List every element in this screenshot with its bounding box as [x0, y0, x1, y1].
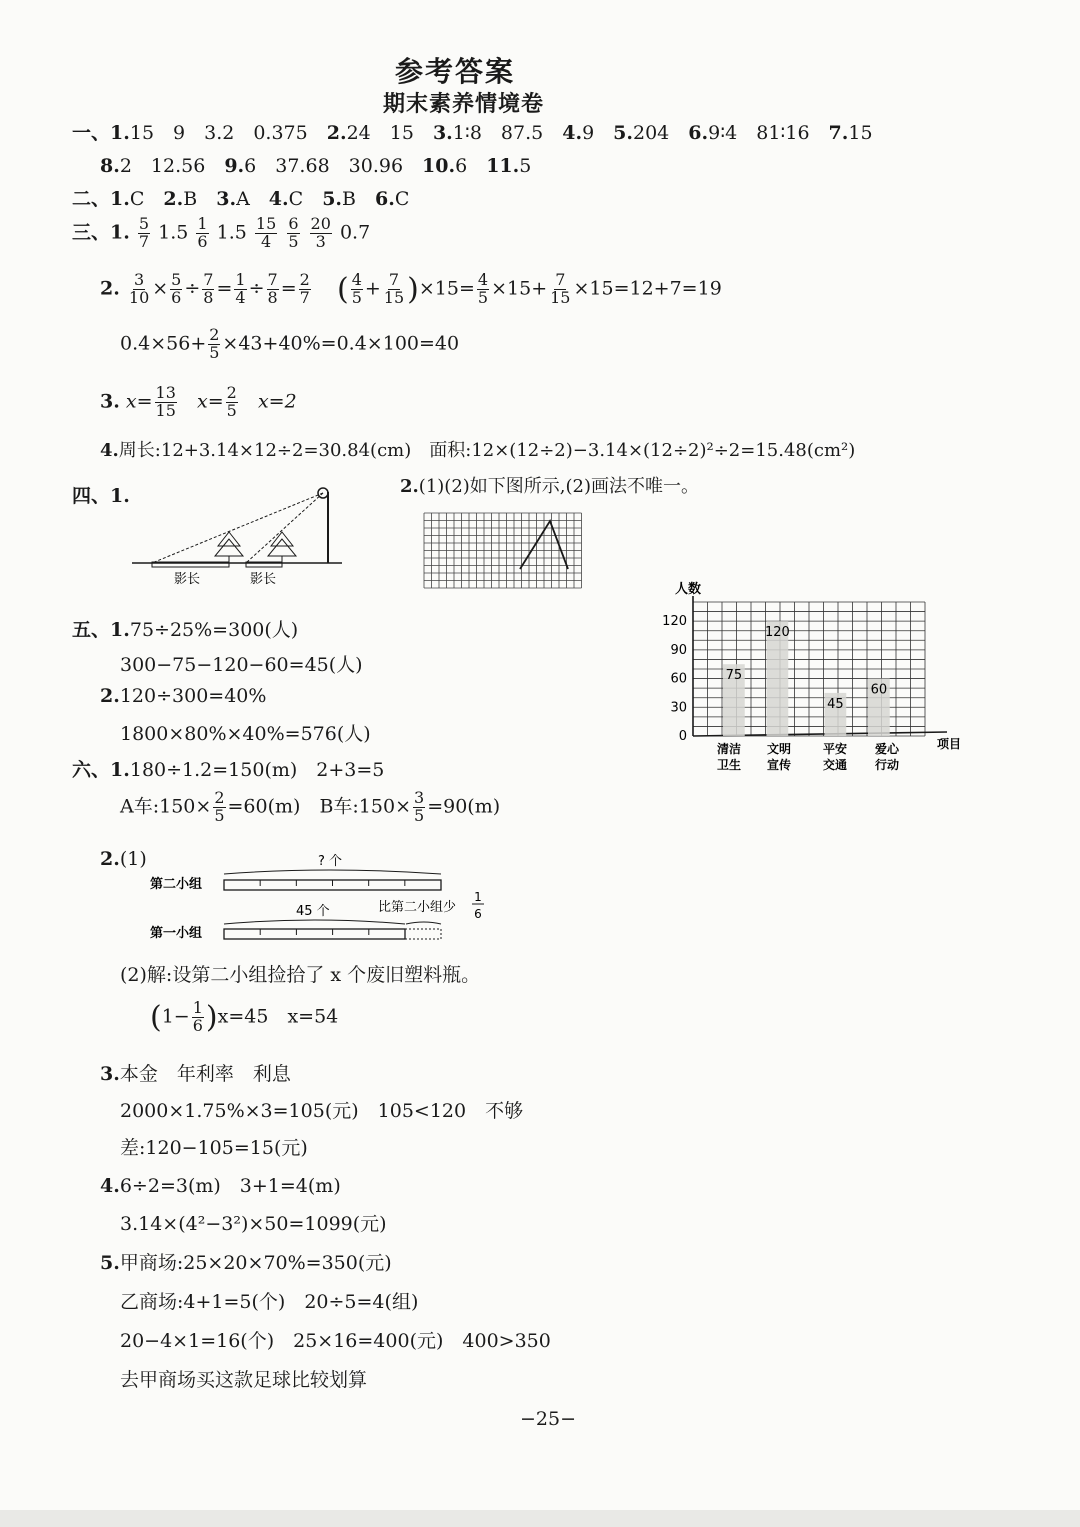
section-3-q2-line-3: 0.4×56+ $\frac{2}{5}$ ×43+40%=0.4×100=40: [120, 325, 460, 362]
answer-text: 1800×80%×40%=576(人): [120, 723, 371, 745]
item-number: 3.: [216, 188, 237, 210]
x-tick-label: 平安: [823, 742, 848, 756]
section-5-q1: [72, 615, 298, 642]
answer-text: 1.5: [158, 221, 189, 244]
item-number: 1.: [110, 188, 130, 210]
fraction: $\frac{6}{5}$: [288, 214, 299, 251]
item-number: 9.: [224, 155, 245, 177]
group-1-label: 第一小组: [150, 926, 203, 941]
answer-text: B: [183, 188, 217, 210]
y-tick-label: 90: [670, 642, 687, 658]
section-number: 三、: [72, 221, 111, 244]
answer-text: C: [129, 188, 164, 210]
section-6-q2-equation: (1− $\frac{1}{6}$ )x=45 x=54: [150, 998, 339, 1035]
section-3-q1: [72, 216, 370, 251]
x-tick-label: 交通: [823, 758, 848, 772]
section-6-q3: [100, 1059, 291, 1086]
x-tick-label: 爱心: [875, 742, 900, 756]
item-number: 7.: [828, 122, 849, 144]
item-number: 2.: [100, 848, 120, 870]
item-number: 4.: [268, 188, 289, 210]
answer-text: 周长:12+3.14×12÷2=30.84(cm) 面积:12×(12÷2)−3.14×(12÷2)²÷2=15.48(cm²): [118, 440, 856, 461]
answer-text: 204: [633, 122, 689, 144]
answer-text: 乙商场:4+1=5(个) 20÷5=4(组): [120, 1291, 419, 1313]
section-6-q2: [100, 848, 147, 870]
item-number: 1.: [110, 619, 130, 641]
item-number: 2.: [100, 277, 120, 300]
y-tick-label: 0: [678, 729, 687, 744]
answer-text: 15 9 3.2 0.375: [129, 122, 327, 144]
group-2-label: 第二小组: [150, 877, 203, 892]
bar-chart: [655, 576, 962, 776]
section-number: 二、: [72, 188, 111, 210]
fraction: $\frac{15}{4}$: [255, 214, 277, 251]
group-1-bar: [224, 929, 405, 939]
answer-text: B: [342, 188, 375, 210]
answer-text: (1): [119, 848, 147, 870]
item-number: 2.: [400, 476, 419, 497]
answer-text: A: [236, 188, 269, 210]
answer-text: 15: [848, 122, 873, 144]
grid-drawing: [420, 509, 585, 593]
answer-text: 2000×1.75%×3=105(元) 105<120 不够: [120, 1100, 524, 1122]
section-3-q3: 3. x= $\frac{13}{15}$ x= $\frac{2}{5}$ x=2: [100, 383, 297, 420]
answer-text: 180÷1.2=150(m) 2+3=5: [129, 759, 385, 781]
page-number: −25−: [520, 1408, 577, 1430]
section-5-q2: [100, 685, 266, 707]
fraction: $\frac{20}{3}$: [310, 214, 331, 251]
section-number: 一、: [72, 122, 111, 144]
difference-segment: [405, 929, 441, 939]
bar-value-label: 60: [870, 682, 888, 698]
item-number: 3.: [432, 122, 453, 144]
answer-text: 甲商场:25×20×70%=350(元): [119, 1252, 392, 1274]
answer-text: 20−4×1=16(个) 25×16=400(元) 400>350: [120, 1330, 551, 1352]
x-tick-label: 宣传: [767, 758, 792, 772]
answer-text: (1)(2)如下图所示,(2)画法不唯一。: [418, 476, 700, 497]
section-number: 四、: [72, 485, 111, 507]
shadow-label: 影长: [250, 572, 277, 587]
section-3-q2: 2. $\frac{3}{10}$ × $\frac{5}{6}$ ÷ $\frac{7}{8}$ = $\frac{1}{4}$ ÷ $\frac{7}{8}$ = $\frac{2}{7}$ ( $\frac{4}{5}$ + $\frac{7}{15}$ )×15= $\frac{4}{5}$ ×15+ $\frac{7}{15}$ ×15=12+7=19: [100, 270, 722, 307]
item-number: 10.: [422, 155, 456, 177]
answer-text: 0.7: [339, 221, 371, 244]
item-number: 5.: [322, 188, 343, 210]
section-6-q1-line-2: A车:150× $\frac{2}{5}$ =60(m) B车:150× $\frac{3}{5}$ =90(m): [120, 788, 501, 825]
fraction: $\frac{5}{7}$: [138, 214, 150, 251]
answer-text: 3.14×(4²−3²)×50=1099(元): [120, 1213, 387, 1235]
answer-text: 300−75−120−60=45(人): [120, 654, 363, 676]
x-tick-label: 清洁: [717, 742, 742, 756]
count-label: 45 个: [296, 904, 330, 919]
shadow-label: 影长: [174, 572, 201, 587]
item-number: 2.: [163, 188, 184, 210]
answer-text: 1∶8 87.5: [452, 122, 563, 144]
answer-text: C: [394, 188, 410, 210]
y-axis-label: 人数: [675, 582, 702, 597]
page-edge: [0, 1510, 1080, 1527]
item-number: 6.: [688, 122, 709, 144]
item-number: 4.: [562, 122, 583, 144]
section-number: 五、: [72, 619, 111, 641]
item-number: 1.: [110, 122, 130, 144]
answer-text: 6÷2=3(m) 3+1=4(m): [119, 1175, 341, 1197]
item-number: 4.: [100, 440, 119, 461]
bar-value-label: 120: [764, 625, 790, 641]
item-number: 1.: [110, 485, 130, 507]
item-number: 3.: [100, 390, 120, 413]
item-number: 5.: [100, 1252, 120, 1274]
answer-text: 120÷300=40%: [119, 685, 267, 707]
section-1-line-2: [100, 151, 531, 178]
x-axis-label: 项目: [937, 737, 962, 751]
answer-text: 1.5: [216, 221, 247, 244]
item-number: 4.: [100, 1175, 120, 1197]
answer-text: 2 12.56: [119, 155, 225, 177]
answer-text: 5: [519, 155, 532, 177]
item-number: 1.: [110, 221, 130, 244]
section-4-q2: [400, 472, 699, 498]
shadow-diagram: [130, 484, 350, 594]
item-number: 11.: [486, 155, 520, 177]
answer-text: 9∶4 81∶16: [708, 122, 829, 144]
page-title: 参考答案: [395, 55, 516, 88]
answer-text: 本金 年利率 利息: [119, 1063, 291, 1085]
answer-text: 6: [455, 155, 487, 177]
section-1: [72, 118, 873, 145]
answer-text: C: [288, 188, 323, 210]
item-number: 6.: [375, 188, 395, 210]
item-number: 3.: [100, 1063, 120, 1085]
section-number: 六、: [72, 759, 111, 781]
answer-text: 24 15: [346, 122, 433, 144]
x-tick-label: 卫生: [717, 758, 742, 772]
answer-text: 9: [582, 122, 614, 144]
section-6-q5: [100, 1248, 392, 1275]
section-2: [72, 184, 409, 211]
answer-text: (2)解:设第二小组捡拾了 x 个废旧塑料瓶。: [120, 964, 481, 986]
x-tick-label: 行动: [875, 758, 900, 772]
fraction-numerator: 1: [474, 890, 482, 904]
segment-diagram: [148, 848, 498, 948]
bar-value-label: 45: [827, 696, 844, 712]
answer-text: 去甲商场买这款足球比较划算: [120, 1369, 368, 1391]
tree-icon: [268, 532, 296, 563]
bar-value-label: 75: [725, 668, 743, 684]
item-number: 2.: [326, 122, 347, 144]
item-number: 1.: [110, 759, 130, 781]
item-number: 2.: [100, 685, 120, 707]
less-label: 比第二小组少: [378, 900, 457, 915]
unknown-count-label: ? 个: [318, 854, 343, 869]
item-number: 5.: [613, 122, 633, 144]
answer-text: 差:120−105=15(元): [120, 1137, 308, 1159]
fraction-denominator: 6: [474, 907, 482, 921]
section-4: [72, 481, 130, 508]
section-6-q1: [72, 755, 384, 782]
section-6-q4: [100, 1171, 341, 1198]
x-tick-label: 文明: [767, 742, 792, 756]
section-3-q4: [100, 436, 855, 462]
tree-icon: [215, 532, 243, 563]
answer-text: 6 37.68 30.96: [244, 155, 423, 177]
page-subtitle: 期末素养情境卷: [383, 91, 545, 117]
item-number: 8.: [100, 155, 120, 177]
answer-text: 75÷25%=300(人): [129, 619, 299, 641]
fraction: $\frac{1}{6}$: [197, 214, 208, 251]
y-tick-label: 60: [670, 671, 687, 687]
y-tick-label: 120: [662, 614, 687, 630]
y-tick-label: 30: [670, 700, 687, 716]
